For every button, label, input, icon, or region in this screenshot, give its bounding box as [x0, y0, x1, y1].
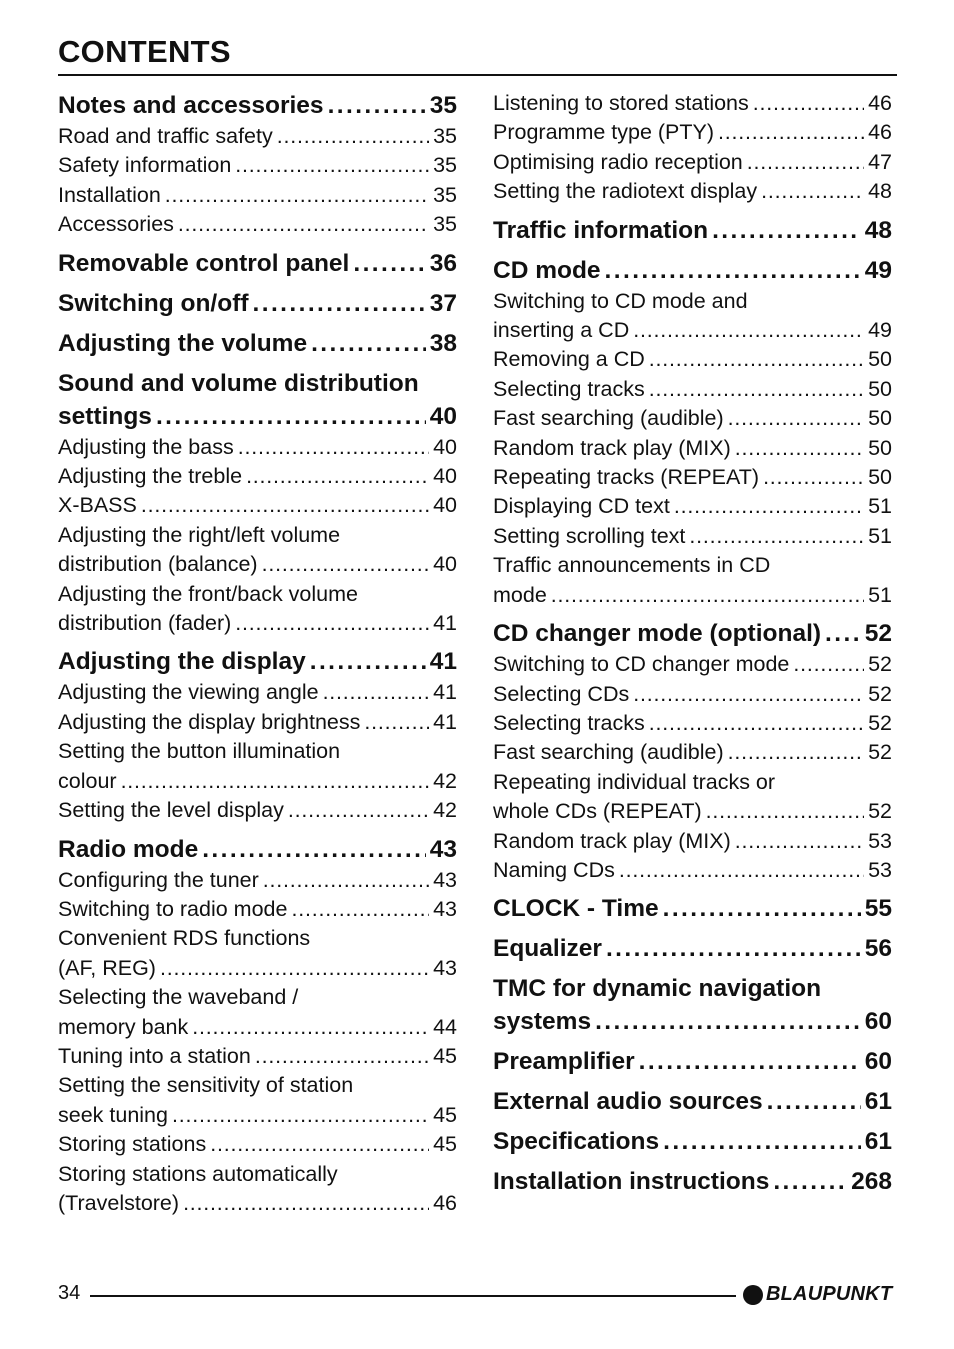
toc-entry-label: Road and traffic safety [58, 124, 273, 148]
toc-entry-page: 50 [868, 406, 892, 431]
toc-subsection-entry [58, 609, 457, 638]
toc-entry-page: 52 [868, 681, 892, 706]
toc-entry-page: 41 [429, 648, 457, 676]
toc-entry-label: Notes and accessories [58, 92, 324, 119]
toc-entry-page: 268 [851, 1168, 892, 1196]
dot-leader [364, 708, 429, 737]
toc-entry-page: 35 [433, 124, 457, 148]
toc-entry-label: Switching to CD changer mode [493, 652, 790, 677]
toc-section-entry [493, 254, 892, 287]
dot-leader [353, 247, 425, 280]
toc-entry-page: 40 [433, 434, 457, 459]
toc-entry-label: Traffic information [493, 216, 709, 244]
toc-entry-page: 48 [868, 179, 892, 204]
toc-entry-label: CLOCK - Time [493, 895, 659, 923]
toc-entry-prefix: Adjusting the front/back volume [58, 581, 358, 606]
toc-entry-page: 42 [433, 768, 457, 793]
dot-leader [263, 866, 429, 895]
dot-leader [718, 118, 864, 147]
toc-subsection-entry [58, 678, 457, 707]
toc-entry-prefix: TMC for dynamic navigation [493, 975, 822, 1003]
dot-leader [255, 1042, 429, 1071]
toc-subsection-entry [58, 462, 457, 491]
toc-entry-page: 38 [429, 329, 457, 357]
toc-entry-page: 35 [433, 212, 457, 237]
toc-subsection-entry [58, 122, 457, 151]
toc-entry-label: Random track play (MIX) [493, 828, 731, 853]
dot-leader [192, 1013, 429, 1042]
toc-entry-label: inserting a CD [493, 318, 630, 343]
toc-section-entry [493, 1005, 892, 1038]
toc-subsection-entry [58, 210, 457, 239]
dot-leader [633, 316, 864, 345]
toc-subsection-entry [493, 581, 892, 610]
toc-entry-label: Naming CDs [493, 857, 615, 882]
toc-subsection-entry [58, 433, 457, 462]
toc-subsection-entry [58, 1189, 457, 1218]
toc-entry-page: 53 [868, 828, 892, 853]
toc-entry-label: Tuning into a station [58, 1043, 251, 1068]
toc-subsection-entry [493, 522, 892, 551]
dot-leader [165, 181, 429, 210]
dot-leader [141, 491, 429, 520]
toc-entry-page: 48 [864, 216, 892, 244]
dot-leader [747, 148, 864, 177]
footer-divider [90, 1295, 736, 1297]
toc-entry-label: Programme type (PTY) [493, 120, 715, 145]
toc-entry-label: Selecting tracks [493, 376, 645, 401]
dot-leader [235, 609, 429, 638]
toc-entry-label: Accessories [58, 212, 174, 237]
toc-entry-page: 37 [429, 289, 457, 317]
toc-entry-label: External audio sources [493, 1088, 763, 1116]
toc-entry-prefix: Repeating individual tracks or [493, 769, 776, 794]
toc-entry-label: CD changer mode (optional) [493, 620, 822, 648]
toc-entry-label: Fast searching (audible) [493, 740, 724, 765]
toc-entry-label: Displaying CD text [493, 494, 670, 519]
toc-subsection-entry [58, 1130, 457, 1159]
toc-entry-label: mode [493, 582, 547, 607]
toc-entry-page: 51 [868, 494, 892, 519]
toc-entry-label: Adjusting the volume [58, 329, 308, 357]
dot-leader [178, 210, 429, 239]
dot-leader [825, 617, 861, 650]
page-title: CONTENTS [58, 34, 231, 69]
dot-leader [156, 400, 426, 433]
toc-section-entry [58, 400, 457, 433]
toc-entry-label: Selecting CDs [493, 681, 630, 706]
toc-subsection-entry [493, 650, 892, 679]
toc-section-entry [58, 645, 457, 678]
toc-entry-page: 61 [864, 1128, 892, 1156]
toc-subsection-entry [493, 316, 892, 345]
toc-entry-label: Listening to stored stations [493, 91, 749, 115]
page-number: 34 [58, 1282, 81, 1304]
toc-entry-label: Configuring the tuner [58, 867, 259, 892]
toc-entry-label: colour [58, 768, 117, 793]
dot-leader [311, 327, 426, 360]
dot-leader [605, 254, 861, 287]
dot-leader [328, 89, 426, 122]
toc-entry-label: distribution (balance) [58, 552, 258, 577]
dot-leader [633, 680, 864, 709]
toc-entry-label: Storing stations [58, 1132, 207, 1157]
brand-logo [743, 1283, 892, 1306]
toc-entry-page: 46 [868, 120, 892, 145]
toc-entry-page: 52 [868, 799, 892, 824]
toc-entry-page: 52 [868, 710, 892, 735]
dot-leader [753, 89, 864, 118]
toc-entry-prefix: Setting the sensitivity of station [58, 1073, 354, 1098]
toc-entry-page: 35 [433, 153, 457, 178]
dot-leader [649, 345, 864, 374]
dot-leader [735, 827, 864, 856]
dot-leader [767, 1085, 861, 1118]
toc-subsection-entry [493, 404, 892, 433]
toc-entry-label: Preamplifier [493, 1048, 635, 1076]
toc-entry-page: 45 [433, 1132, 457, 1157]
toc-entry-page: 60 [864, 1048, 892, 1076]
dot-leader [689, 522, 864, 551]
toc-entry-label: Setting the radiotext display [493, 179, 758, 204]
toc-entry-label: Optimising radio reception [493, 149, 743, 174]
dot-leader [253, 287, 426, 320]
toc-entry-page: 52 [868, 652, 892, 677]
dot-leader [277, 122, 429, 151]
dot-leader [619, 856, 864, 885]
toc-subsection-entry [493, 797, 892, 826]
toc-subsection-entry [58, 151, 457, 180]
dot-leader [121, 767, 430, 796]
toc-entry-page: 52 [868, 740, 892, 765]
toc-right-column [493, 89, 892, 1198]
toc-entry-prefix: Traffic announcements in CD [493, 553, 771, 578]
toc-entry-label: CD mode [493, 256, 601, 284]
toc-entry-page: 35 [429, 92, 457, 119]
toc-section-entry [493, 1125, 892, 1158]
toc-entry-page: 42 [433, 798, 457, 823]
toc-entry-page: 44 [433, 1014, 457, 1039]
toc-entry-prefix: Convenient RDS functions [58, 926, 311, 951]
dot-leader [735, 434, 864, 463]
dot-leader [288, 796, 429, 825]
toc-entry-page: 43 [433, 955, 457, 980]
toc-entry-page: 51 [868, 523, 892, 548]
toc-section-entry [58, 247, 457, 280]
toc-subsection-entry [493, 463, 892, 492]
toc-entry-label: Removable control panel [58, 249, 350, 277]
toc-entry-page: 41 [433, 680, 457, 705]
title-divider [58, 74, 897, 76]
dot-leader [172, 1101, 429, 1130]
toc-entry-label: Removing a CD [493, 347, 645, 372]
dot-leader [210, 1130, 429, 1159]
toc-subsection-entry [58, 895, 457, 924]
toc-subsection-entry [493, 434, 892, 463]
dot-leader [238, 433, 429, 462]
toc-entry-label: settings [58, 402, 152, 430]
toc-entry-page: 45 [433, 1043, 457, 1068]
toc-entry-prefix: Switching to CD mode and [493, 288, 748, 313]
toc-entry-prefix: Selecting the waveband / [58, 985, 299, 1010]
dot-leader [674, 492, 864, 521]
toc-subsection-entry [493, 177, 892, 206]
dot-leader [291, 895, 429, 924]
toc-entry-prefix: Storing stations automatically [58, 1161, 338, 1186]
dot-leader [761, 177, 864, 206]
toc-entry-page: 40 [433, 493, 457, 518]
dot-leader [323, 678, 430, 707]
toc-subsection-entry [493, 118, 892, 147]
toc-entry-page: 40 [433, 464, 457, 489]
toc-entry-label: systems [493, 1008, 592, 1036]
toc-entry-page: 41 [433, 611, 457, 636]
toc-entry-prefix: Sound and volume distribution [58, 369, 419, 397]
toc-entry-page: 35 [433, 182, 457, 207]
toc-entry-page: 40 [429, 402, 457, 430]
toc-entry-label: memory bank [58, 1014, 189, 1039]
toc-entry-label: Switching to radio mode [58, 896, 288, 921]
toc-entry-label: (Travelstore) [58, 1190, 180, 1215]
toc-entry-label: Fast searching (audible) [493, 406, 724, 431]
toc-entry-label: Repeating tracks (REPEAT) [493, 465, 760, 490]
toc-subsection-entry [58, 954, 457, 983]
toc-section-entry [58, 327, 457, 360]
toc-entry-page: 46 [433, 1190, 457, 1215]
toc-entry-page: 40 [433, 552, 457, 577]
toc-subsection-entry [58, 866, 457, 895]
toc-entry-page: 50 [868, 465, 892, 490]
toc-subsection-entry [493, 148, 892, 177]
toc-subsection-entry [493, 375, 892, 404]
toc-entry-label: distribution (fader) [58, 611, 232, 636]
toc-section-entry [493, 1045, 892, 1078]
dot-leader [663, 1125, 861, 1158]
toc-left-column [58, 89, 457, 1218]
toc-entry-page: 49 [868, 318, 892, 343]
toc-entry-label: (AF, REG) [58, 955, 156, 980]
toc-entry-page: 47 [868, 149, 892, 174]
toc-subsection-entry [58, 181, 457, 210]
toc-entry-label: Adjusting the viewing angle [58, 680, 319, 705]
dot-leader [160, 954, 429, 983]
toc-subsection-entry [493, 709, 892, 738]
toc-entry-page: 46 [868, 91, 892, 115]
dot-leader [183, 1189, 429, 1218]
toc-section-entry [493, 1085, 892, 1118]
toc-entry-label: Installation [58, 182, 161, 207]
toc-entry-page: 56 [864, 935, 892, 963]
dot-leader [551, 581, 864, 610]
toc-subsection-entry [493, 738, 892, 767]
toc-entry-page: 51 [868, 582, 892, 607]
dot-leader [706, 797, 864, 826]
toc-subsection-entry [58, 1042, 457, 1071]
toc-entry-prefix: Setting the button illumination [58, 739, 341, 764]
toc-entry-label: Adjusting the bass [58, 434, 234, 459]
toc-subsection-entry [58, 550, 457, 579]
toc-section-entry [58, 833, 457, 866]
toc-section-entry [58, 89, 457, 122]
toc-section-entry [58, 287, 457, 320]
dot-leader [663, 892, 861, 925]
toc-entry-label: Specifications [493, 1128, 660, 1156]
toc-subsection-entry [493, 492, 892, 521]
toc-entry-page: 50 [868, 347, 892, 372]
dot-leader [246, 462, 429, 491]
toc-section-entry [493, 892, 892, 925]
toc-entry-label: Safety information [58, 153, 232, 178]
toc-entry-page: 50 [868, 376, 892, 401]
toc-entry-page: 61 [864, 1088, 892, 1116]
toc-section-entry [493, 1165, 892, 1198]
dot-leader [310, 645, 426, 678]
toc-subsection-entry [58, 491, 457, 520]
toc-section-entry [493, 617, 892, 650]
toc-subsection-entry [493, 856, 892, 885]
toc-entry-label: Setting scrolling text [493, 523, 686, 548]
toc-section-entry [493, 214, 892, 247]
toc-entry-page: 60 [864, 1008, 892, 1036]
toc-entry-label: Setting the level display [58, 798, 284, 823]
toc-entry-label: Random track play (MIX) [493, 435, 731, 460]
toc-entry-page: 55 [864, 895, 892, 923]
dot-leader [728, 404, 864, 433]
dot-leader [649, 375, 864, 404]
toc-entry-page: 49 [864, 256, 892, 284]
toc-entry-page: 45 [433, 1102, 457, 1127]
dot-leader [235, 151, 429, 180]
toc-entry-label: Selecting tracks [493, 710, 645, 735]
toc-entry-label: seek tuning [58, 1102, 168, 1127]
toc-subsection-entry [493, 680, 892, 709]
toc-subsection-entry [493, 89, 892, 118]
dot-leader [773, 1165, 847, 1198]
toc-entry-page: 43 [433, 867, 457, 892]
toc-entry-label: Installation instructions [493, 1168, 770, 1196]
dot-leader [202, 833, 426, 866]
toc-entry-label: Radio mode [58, 835, 199, 863]
dot-leader [595, 1005, 861, 1038]
brand-name: BLAUPUNKT [766, 1283, 893, 1305]
toc-subsection-entry [58, 1013, 457, 1042]
toc-entry-label: Adjusting the display [58, 648, 306, 676]
brand-dot-icon [743, 1285, 763, 1305]
dot-leader [728, 738, 864, 767]
toc-section-entry [493, 932, 892, 965]
toc-entry-label: Adjusting the display brightness [58, 709, 361, 734]
toc-entry-page: 52 [864, 620, 892, 648]
toc-subsection-entry [58, 708, 457, 737]
dot-leader [606, 932, 861, 965]
toc-entry-label: X-BASS [58, 493, 137, 518]
toc-subsection-entry [493, 827, 892, 856]
toc-subsection-entry [493, 345, 892, 374]
toc-subsection-entry [58, 767, 457, 796]
toc-subsection-entry [58, 796, 457, 825]
dot-leader [793, 650, 864, 679]
toc-entry-page: 50 [868, 435, 892, 460]
dot-leader [639, 1045, 861, 1078]
toc-entry-page: 41 [433, 709, 457, 734]
toc-entry-page: 53 [868, 857, 892, 882]
toc-entry-page: 43 [429, 835, 457, 863]
toc-subsection-entry [58, 1101, 457, 1130]
dot-leader [712, 214, 861, 247]
dot-leader [763, 463, 864, 492]
toc-entry-page: 36 [429, 249, 457, 277]
toc-entry-prefix: Adjusting the right/left volume [58, 522, 341, 547]
toc-entry-label: Adjusting the treble [58, 464, 243, 489]
dot-leader [262, 550, 429, 579]
toc-entry-label: Equalizer [493, 935, 602, 963]
dot-leader [649, 709, 864, 738]
toc-entry-page: 43 [433, 896, 457, 921]
toc-entry-label: whole CDs (REPEAT) [493, 799, 702, 824]
toc-entry-label: Switching on/off [58, 289, 249, 317]
